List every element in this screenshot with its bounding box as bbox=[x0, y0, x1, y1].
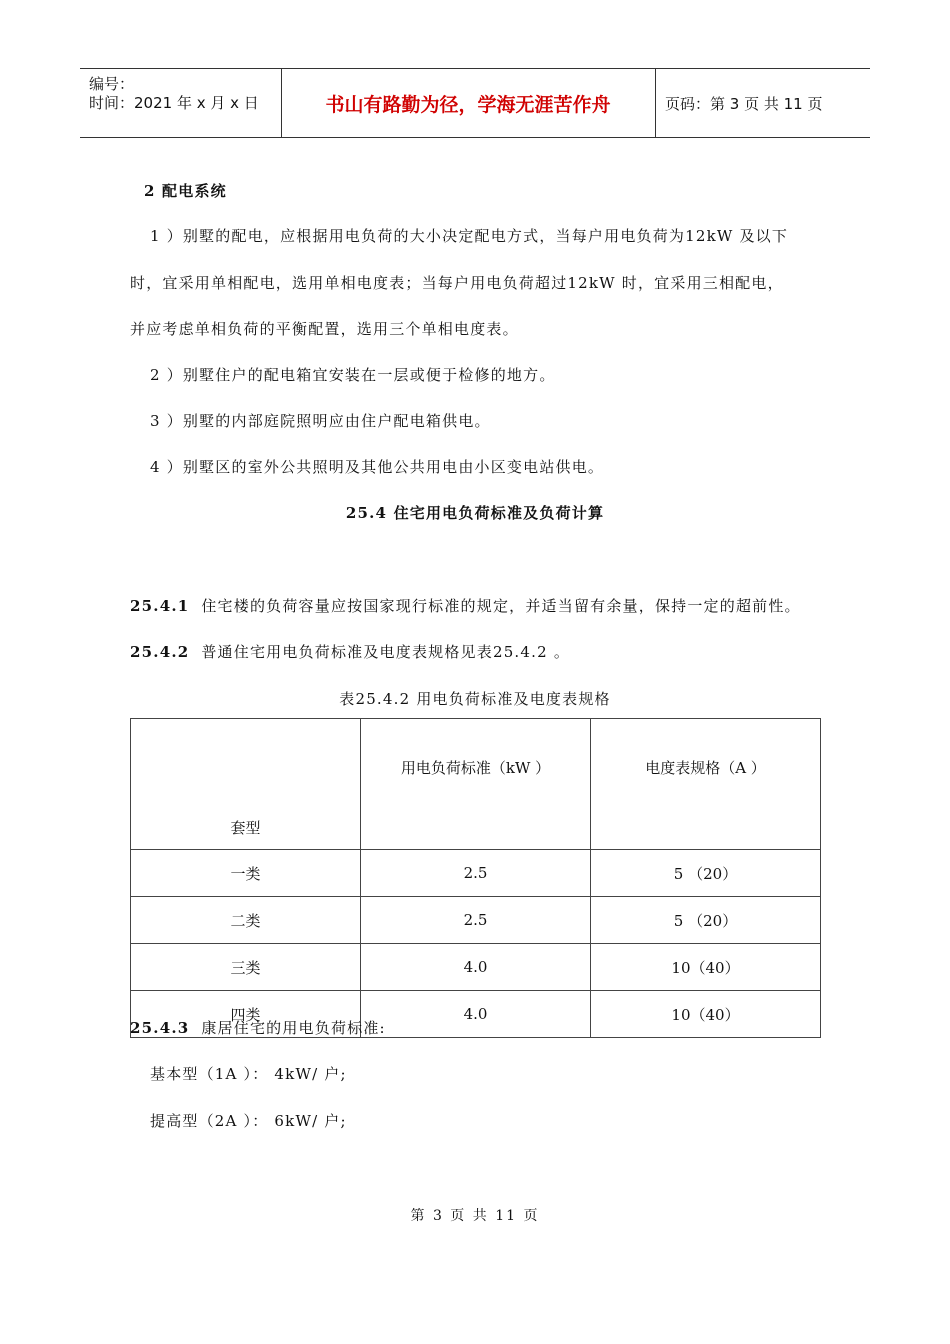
paragraph-line: 时，宜采用单相配电，选用单相电度表；当每户用电负荷超过12kW 时，宜采用三相配电， bbox=[130, 274, 784, 292]
table-cell: 三类 bbox=[131, 944, 361, 991]
table-cell: 5 （20） bbox=[591, 897, 821, 944]
basic-type-line: 基本型（1A ）： 4kW/ 户; bbox=[150, 1065, 347, 1083]
list-item: 3 ）别墅的内部庭院照明应由住户配电箱供电。 bbox=[150, 412, 491, 430]
table-cell: 5 （20） bbox=[591, 850, 821, 897]
table-cell: 4.0 bbox=[361, 944, 591, 991]
table-cell: 10（40） bbox=[591, 944, 821, 991]
clause-number: 25.4.1 bbox=[130, 597, 190, 615]
header-cell: 套型 bbox=[131, 719, 361, 850]
section-heading: 25.4 住宅用电负荷标准及负荷计算 bbox=[345, 504, 605, 522]
table-cell: 二类 bbox=[131, 897, 361, 944]
header-motto: 书山有路勤为径，学海无涯苦作舟 bbox=[325, 93, 611, 116]
list-item: 4 ）别墅区的室外公共照明及其他公共用电由小区变电站供电。 bbox=[150, 458, 605, 476]
load-standard-table bbox=[130, 718, 821, 1038]
table-row bbox=[131, 850, 821, 897]
table-cell: 4.0 bbox=[361, 991, 591, 1038]
section-title: 2 配电系统 bbox=[144, 182, 227, 200]
clause-text: 普通住宅用电负荷标准及电度表规格见表25.4.2 。 bbox=[201, 643, 571, 661]
table-row bbox=[131, 944, 821, 991]
clause-2542 bbox=[130, 641, 570, 662]
paragraph-line: 1 ）别墅的配电，应根据用电负荷的大小决定配电方式，当每户用电负荷为12kW 及以下 bbox=[150, 227, 789, 245]
clause-number: 25.4.2 bbox=[130, 643, 190, 661]
table-cell: 2.5 bbox=[361, 897, 591, 944]
table-cell: 四类 bbox=[131, 991, 361, 1038]
improved-type-line: 提高型（2A ）： 6kW/ 户; bbox=[150, 1112, 347, 1130]
header-cell: 电度表规格（A ） bbox=[591, 719, 821, 850]
clause-2541 bbox=[130, 595, 801, 616]
header-cell: 用电负荷标准（kW ） bbox=[361, 719, 591, 850]
time-label: 时间：2021 年 x 月 x 日 bbox=[89, 94, 259, 112]
clause-text: 住宅楼的负荷容量应按国家现行标准的规定，并适当留有余量，保持一定的超前性。 bbox=[201, 597, 801, 615]
clause-2543 bbox=[130, 1017, 386, 1038]
list-item: 2 ）别墅住户的配电箱宜安装在一层或便于检修的地方。 bbox=[150, 366, 556, 384]
page-header bbox=[80, 68, 870, 138]
header-page-info: 页码：第 3 页 共 11 页 bbox=[665, 94, 823, 113]
table-cell: 一类 bbox=[131, 850, 361, 897]
clause-text: 康居住宅的用电负荷标准: bbox=[201, 1019, 386, 1037]
table-cell: 2.5 bbox=[361, 850, 591, 897]
table-row bbox=[131, 897, 821, 944]
paragraph-line: 并应考虑单相负荷的平衡配置，选用三个单相电度表。 bbox=[130, 320, 519, 338]
number-label: 编号： bbox=[89, 75, 135, 93]
table-header-row bbox=[131, 719, 821, 850]
clause-number: 25.4.3 bbox=[130, 1019, 190, 1037]
table-caption: 表25.4.2 用电负荷标准及电度表规格 bbox=[339, 690, 611, 708]
table-cell: 10（40） bbox=[591, 991, 821, 1038]
header-meta bbox=[80, 69, 281, 137]
page-footer: 第 3 页 共 11 页 bbox=[410, 1208, 540, 1224]
